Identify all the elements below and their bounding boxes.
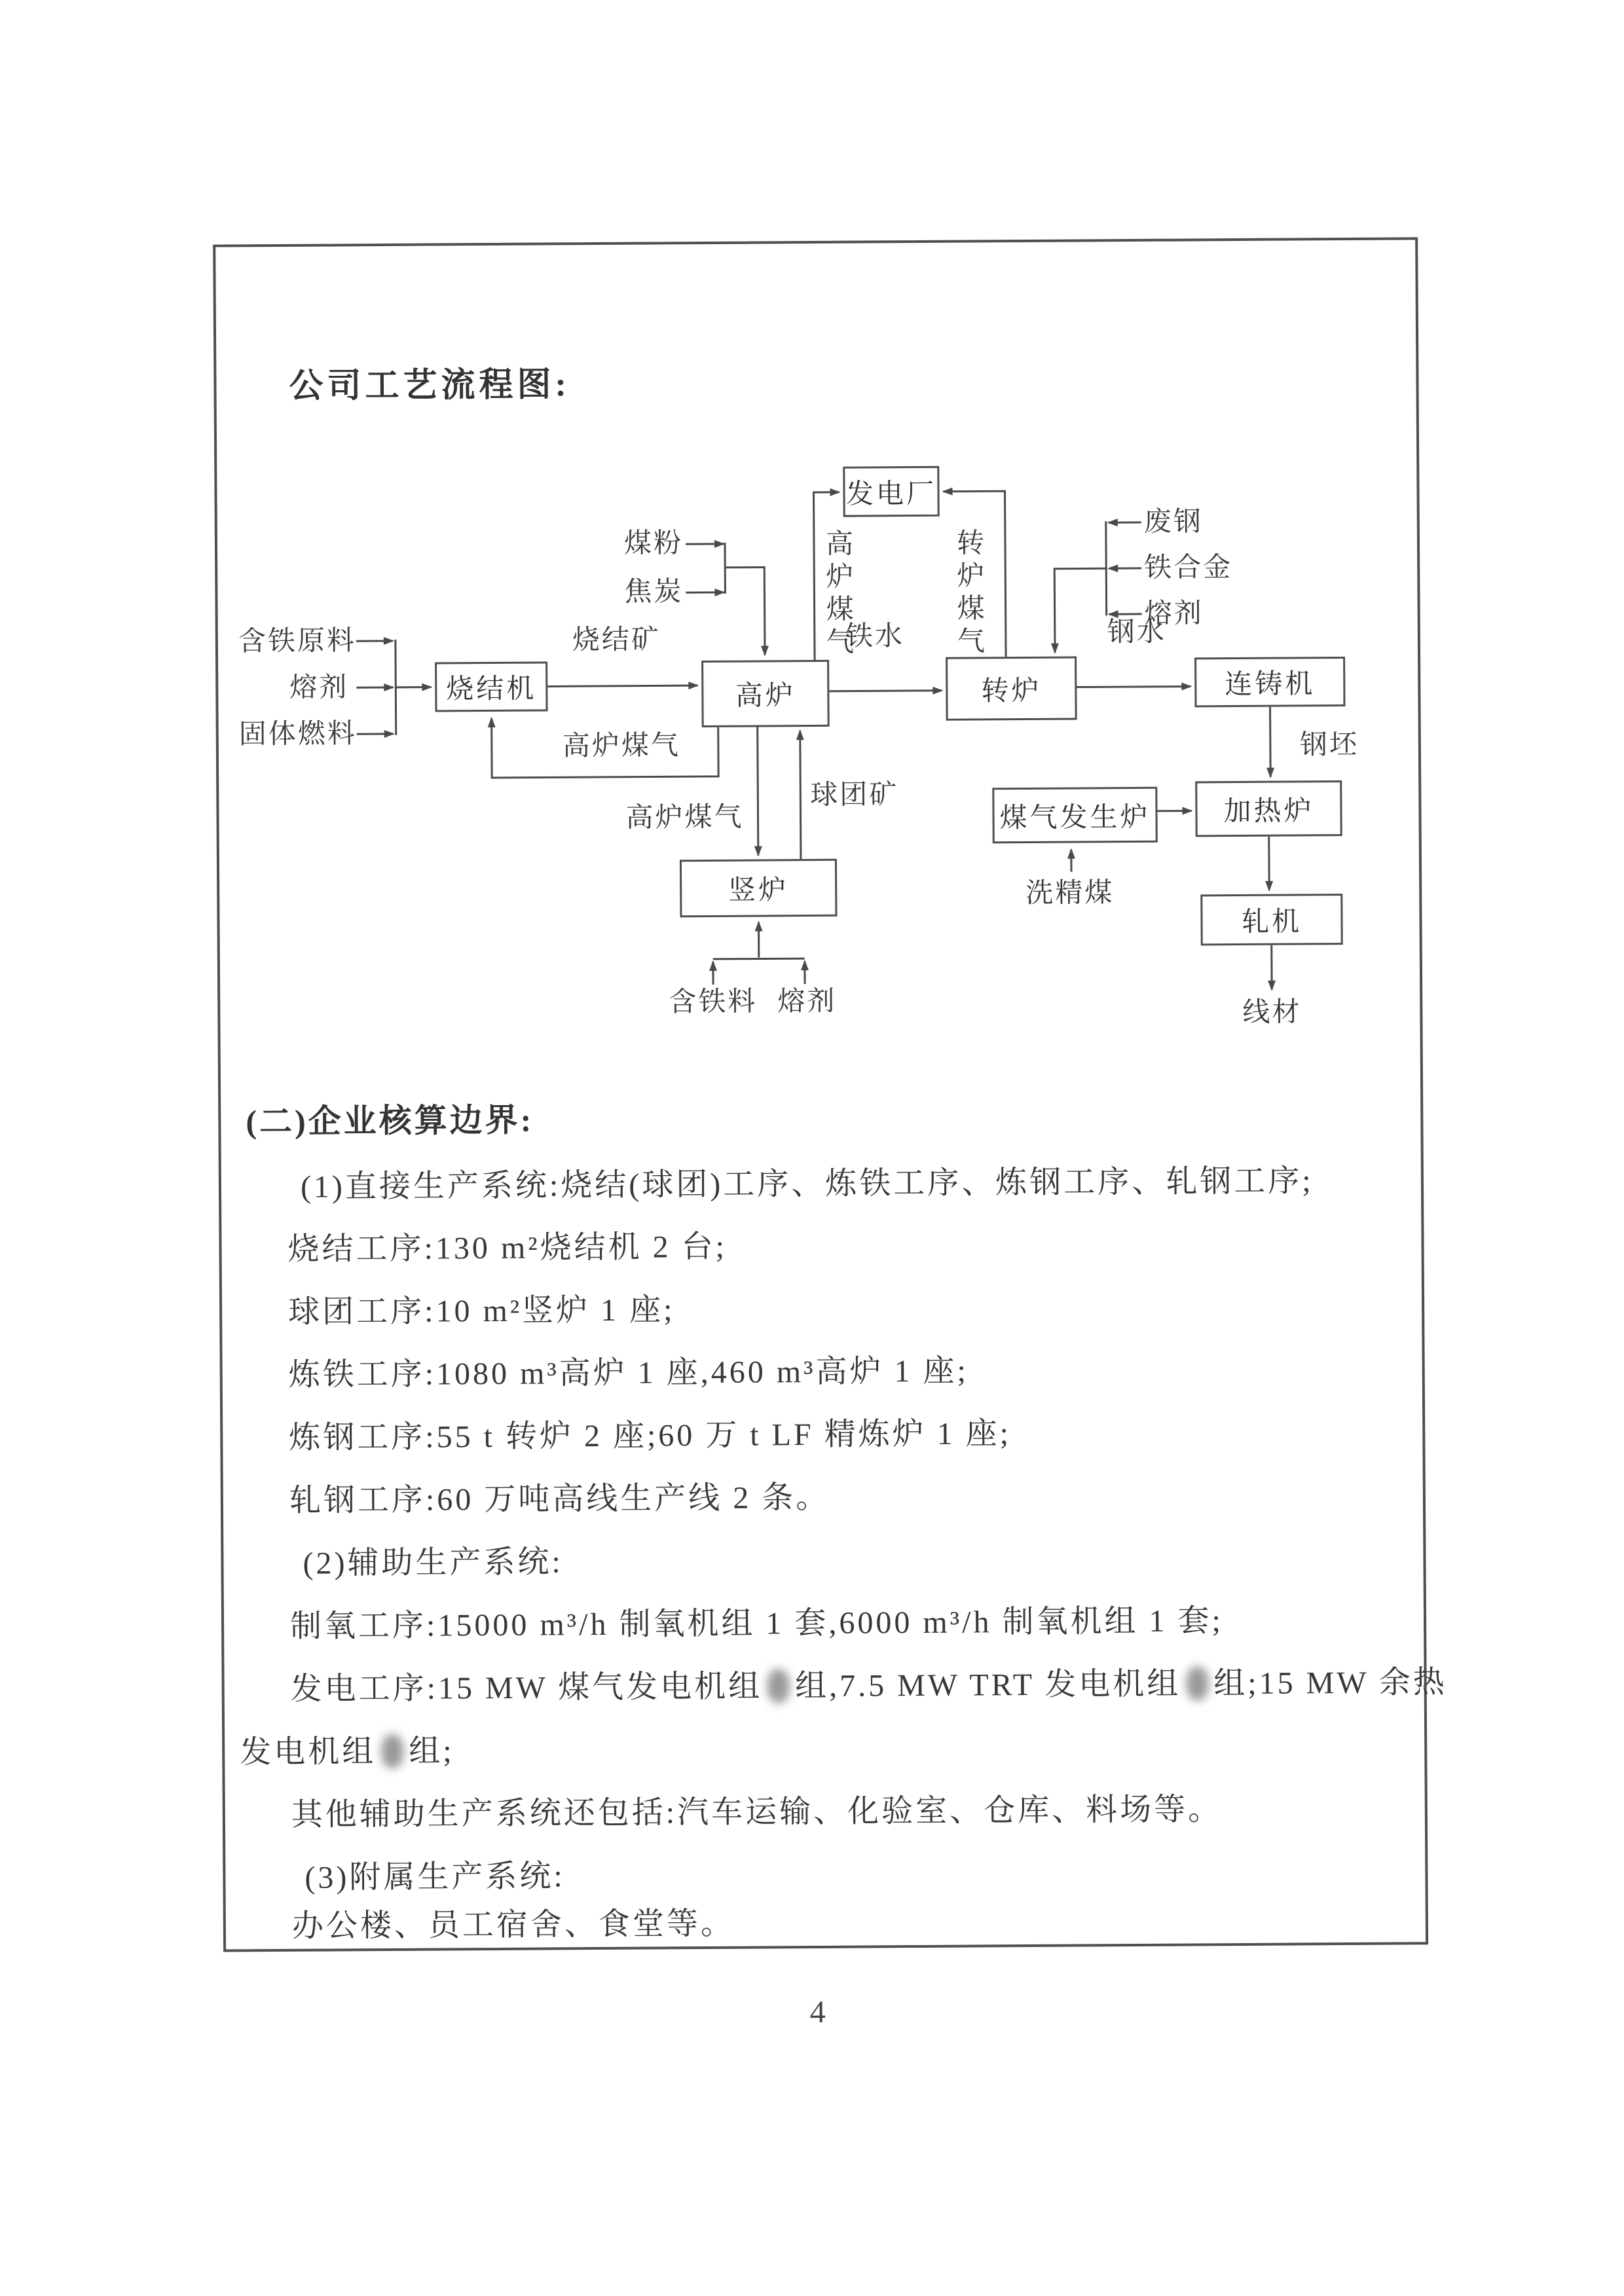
text-sinter-process: 烧结工序:130 m²烧结机 2 台;	[287, 1229, 728, 1267]
label-bfgas-up: 高炉煤气	[821, 528, 853, 660]
box-power-plant: 发电厂	[843, 466, 939, 517]
process-flowchart	[225, 428, 1408, 1064]
arrow-into-converter	[1054, 568, 1107, 652]
arrow-sinter-ore	[547, 685, 697, 686]
label-iron-material: 含铁料	[669, 987, 758, 1018]
power-text-2: 组,7.5 MW TRT 发电机组	[794, 1666, 1181, 1704]
section-heading: (二)企业核算边界:	[246, 1101, 534, 1140]
label-scrap-steel: 废钢	[1143, 507, 1203, 538]
label-sinter-ore: 烧结矿	[572, 625, 661, 656]
arrow-molten-steel	[1077, 686, 1190, 687]
label-pellet-ore: 球团矿	[810, 780, 899, 811]
redacted-blob	[767, 1669, 790, 1703]
text-power-generation	[290, 1656, 1447, 1709]
label-solid-fuel: 固体燃料	[238, 719, 357, 750]
label-bfgas-down: 高炉煤气	[625, 802, 744, 833]
page-number: 4	[809, 1994, 826, 2030]
label-wire-rod: 线材	[1242, 997, 1302, 1028]
text-steelmaking: 炼钢工序:55 t 转炉 2 座;60 万 t LF 精炼炉 1 座;	[289, 1416, 1012, 1455]
flowchart-connectors	[225, 428, 1408, 1064]
redacted-blob	[1186, 1666, 1208, 1700]
box-sinter-machine: 烧结机	[435, 661, 547, 712]
text-power-generation-cont	[240, 1725, 454, 1772]
text-affiliated-system: (3)附属生产系统:	[304, 1859, 565, 1895]
redacted-blob	[381, 1734, 403, 1768]
label-molten-iron: 铁水	[845, 621, 905, 652]
power-cont-2: 组;	[409, 1734, 454, 1769]
arrow-reheating-to-mill	[1269, 837, 1270, 890]
box-shaft-furnace: 竖炉	[680, 859, 838, 917]
power-text-3: 组;15 MW 余热	[1213, 1665, 1447, 1702]
label-flux-left: 熔剂	[289, 672, 349, 703]
text-ironmaking: 炼铁工序:1080 m³高炉 1 座,460 m³高炉 1 座;	[288, 1353, 969, 1393]
arrow-coal-to-blast-furnace	[725, 567, 765, 655]
power-text-1: 发电工序:15 MW 煤气发电机组	[290, 1669, 763, 1707]
text-pellet-process: 球团工序:10 m²竖炉 1 座;	[287, 1292, 675, 1330]
box-converter: 转炉	[946, 657, 1077, 721]
power-cont-1: 发电机组	[240, 1734, 377, 1770]
text-oxygen: 制氧工序:15000 m³/h 制氧机组 1 套,6000 m³/h 制氧机组 1 套;	[289, 1603, 1224, 1644]
box-caster: 连铸机	[1194, 657, 1345, 707]
label-coal-powder: 煤粉	[623, 528, 684, 559]
label-washed-coal: 洗精煤	[1025, 878, 1115, 909]
text-direct-system: (1)直接生产系统:烧结(球团)工序、炼铁工序、炼钢工序、轧钢工序;	[300, 1163, 1314, 1205]
diagram-title: 公司工艺流程图:	[289, 366, 571, 405]
box-rolling-mill: 轧机	[1200, 894, 1342, 945]
text-aux-system: (2)辅助生产系统:	[303, 1544, 563, 1581]
text-affiliated-list: 办公楼、员工宿舍、食堂等。	[291, 1906, 735, 1944]
label-ferroalloy: 铁合金	[1144, 553, 1233, 583]
label-bfgas-return: 高炉煤气	[562, 731, 681, 762]
connector-shaft-inputs	[713, 958, 805, 959]
box-reheating-furnace: 加热炉	[1195, 780, 1342, 837]
box-blast-furnace: 高炉	[701, 660, 830, 727]
label-iron-raw: 含铁原料	[238, 626, 357, 657]
label-bofgas-up: 转炉煤气	[952, 528, 984, 659]
arrow-pellet-to-blast-furnace	[800, 731, 801, 859]
box-gas-generator: 煤气发生炉	[992, 787, 1158, 844]
text-rolling: 轧钢工序:60 万吨高线生产线 2 条。	[289, 1480, 830, 1518]
label-coke: 焦炭	[624, 577, 684, 608]
label-molten-steel: 钢水	[1107, 617, 1166, 648]
label-flux-bottom: 熔剂	[777, 986, 837, 1017]
arrow-billet-to-reheating	[1270, 707, 1271, 777]
label-steel-billet: 钢坯	[1299, 729, 1359, 761]
label-flux-right: 熔剂	[1144, 598, 1204, 629]
text-other-aux: 其他辅助生产系统还包括:汽车运输、化验室、仓库、料场等。	[291, 1792, 1223, 1832]
